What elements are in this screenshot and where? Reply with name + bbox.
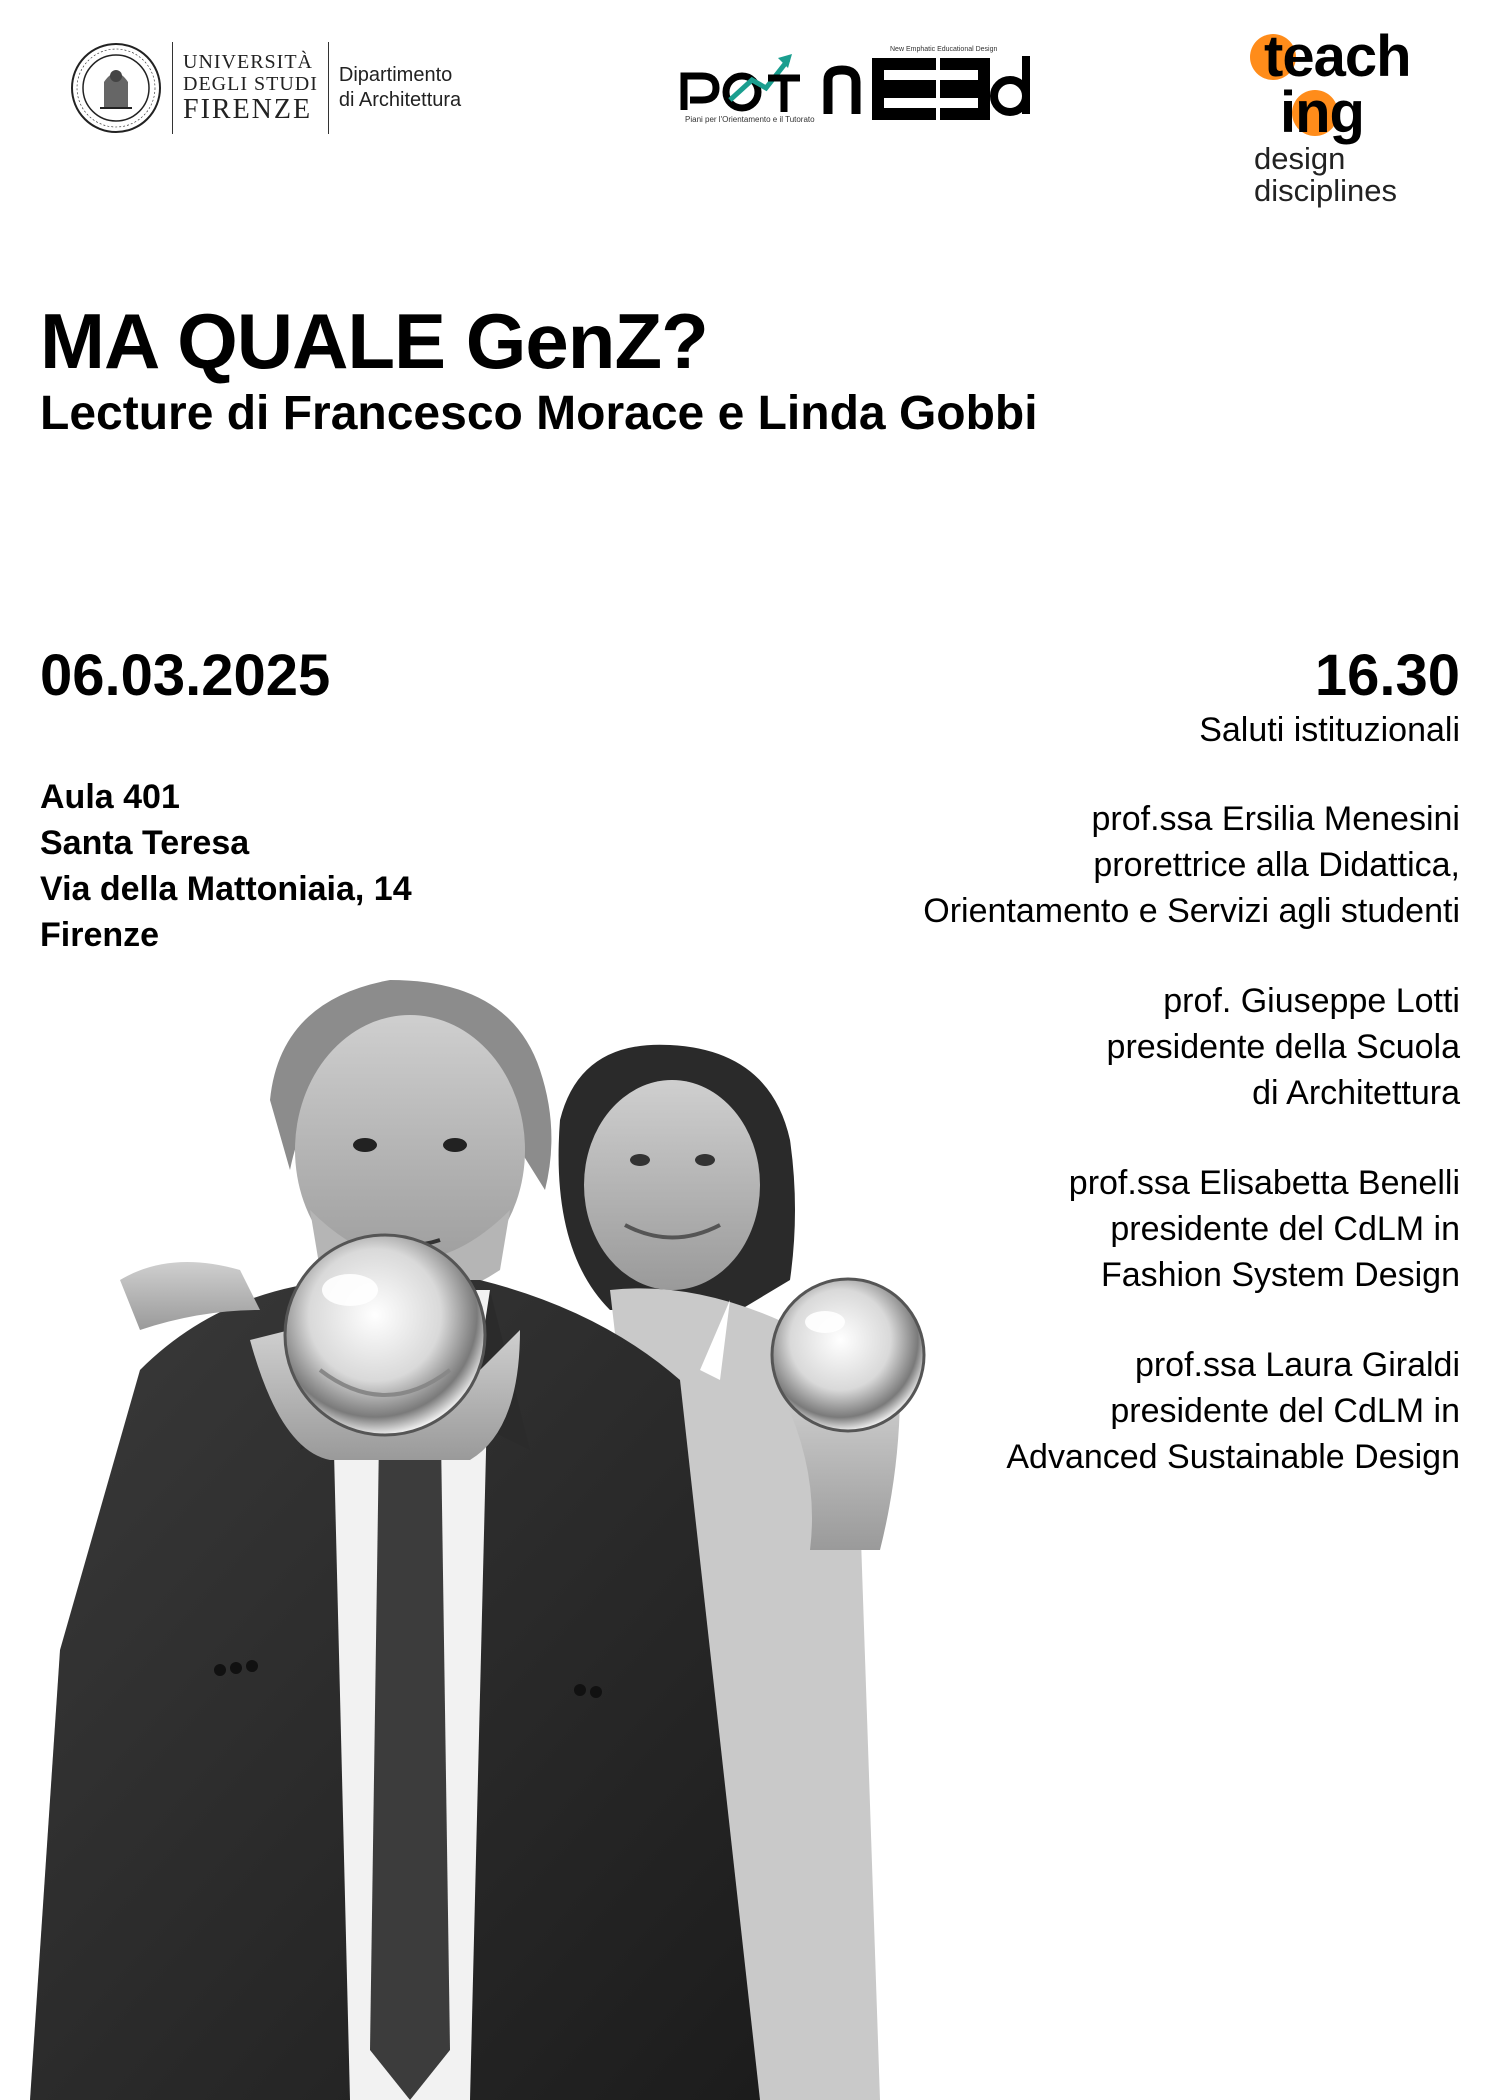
greeting: Saluti istituzionali [1199,711,1460,749]
venue-line: Aula 401 [40,778,180,816]
pot-need-caption: New Emphatic Educational Design [890,46,998,53]
speaker-role: presidente del CdLM in [1110,1210,1460,1248]
speaker-name: prof. Giuseppe Lotti [1163,982,1460,1020]
glass-sphere-large [285,1235,485,1435]
teach-word: teach [1264,24,1411,89]
university-seal-icon [70,42,162,134]
woman-face [584,1080,760,1290]
speaker-role: Fashion System Design [1100,1256,1460,1294]
venue-line: Firenze [40,916,160,954]
pot-need-logo [680,40,1050,140]
speaker-role: Advanced Sustainable Design [1006,1438,1460,1476]
speaker-name: prof.ssa Laura Giraldi [1134,1346,1460,1384]
speaker-role: prorettrice alla Didattica, [1093,846,1460,884]
event-subtitle: Lecture di Francesco Morace e Linda Gobbi [40,387,1038,440]
speakers-portrait-photo [0,950,1000,2100]
disciplines-word: disciplines [1254,173,1398,208]
event-time: 16.30 [1314,643,1460,708]
venue-line: Santa Teresa [40,824,250,862]
university-name-line1: UNIVERSITÀ [183,51,313,73]
department-line2: di Architettura [338,89,462,111]
ing-word: ing [1280,80,1364,145]
speaker-role: presidente del CdLM in [1110,1392,1460,1430]
university-logo [70,38,461,138]
glass-sphere-small [772,1279,924,1431]
pot-need-tagline: Piani per l'Orientamento e il Tutorato [685,115,815,124]
speaker-name: prof.ssa Ersilia Menesini [1091,800,1460,838]
event-title: MA QUALE GenZ? [40,297,708,385]
speaker-role: Orientamento e Servizi agli studenti [923,892,1460,930]
pot-need-brand: POT nEEd [680,112,685,113]
university-name-line2: DEGLI STUDI [183,73,318,95]
venue-line: Via della Mattoniaia, 14 [40,870,412,908]
event-date: 06.03.2025 [40,643,331,708]
design-word: design [1254,141,1346,176]
speaker-role: presidente della Scuola [1106,1028,1460,1066]
speaker-name: prof.ssa Elisabetta Benelli [1068,1164,1460,1202]
speaker-block [760,796,1460,934]
event-venue [40,774,412,958]
man-tie [370,1370,450,2100]
speaker-role: di Architettura [1252,1074,1460,1112]
department-line1: Dipartimento [338,64,453,86]
university-name-line3: FIRENZE [183,94,313,125]
teaching-design-logo [1250,24,1450,218]
